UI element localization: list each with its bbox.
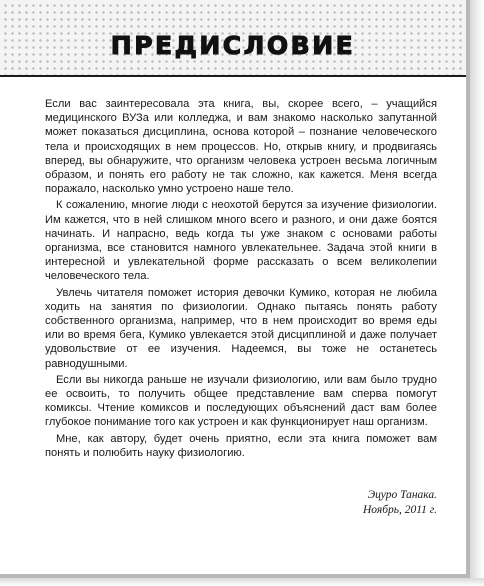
signature-block [280,488,437,518]
page-title: ПРЕДИСЛОВИЕ [110,31,356,60]
page-bottom-shadow [0,578,484,586]
preface-body [45,97,437,462]
paragraph: Мне, как автору, будет очень приятно, если эта книга поможет вам понять и полюбить науку физиологию. [45,432,437,459]
signature-date: Ноябрь, 2011 г. [363,504,437,516]
paragraph: К сожалению, многие люди с неохотой берутся за изучение физиологии. Им кажется, что в ней слишком много всего и разного, и они даже боятся начинать. И напрасно, ведь когда ты уже знаком с основами работы организма, все становится намного увлекательнее. Задача этой книги в интересной и увлекательной форме рассказать о всем великолепии человеческого тела. [45,199,437,283]
paragraph: Если вас заинтересовала эта книга, вы, скорее всего, – учащийся медицинского ВУЗа или колледжа, и вам знакомо насколько запутанной может показаться дисциплина, основа которой – познание человеческого тела и происходящих в нем процессов. Но, открыв книгу, и продвигаясь вперед, вы обнаружите, что организм человека устроен весьма логичным образом, и понять его работу не так сложно, как кажется. Меня всегда поражало, насколько умно устроено наше тело. [45,98,437,196]
paragraph: Увлечь читателя поможет история девочки Кумико, которая не любила ходить на занятия по физиологии. Однако пытаясь понять работу собственного организма, например, что в нем происходит во время еды или во время бега, Кумико увлекается этой дисциплиной и даже получает удовольствие от ее изучения. Надеемся, вы тоже не останетесь равнодушными. [45,286,437,370]
page-edge-shadow [470,0,484,586]
dotted-header-band [0,0,466,77]
author-name: Эцуро Танака. [367,489,437,501]
paragraph: Если вы никогда раньше не изучали физиологию, или вам было трудно ее освоить, то получить общее представление вам сперва помогут комиксы. Чтение комиксов и последующих объяснений даст вам более глубокое понимание того как устроен и как функционирует наш организм. [45,373,437,429]
